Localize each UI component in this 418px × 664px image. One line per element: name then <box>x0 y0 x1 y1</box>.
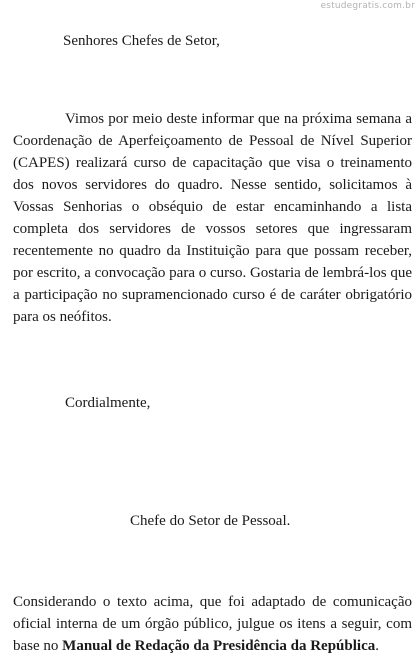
letter-signature: Chefe do Setor de Pessoal. <box>130 513 291 529</box>
watermark: estudegratis.com.br <box>320 1 415 11</box>
question-suffix: . <box>375 638 379 654</box>
question-statement <box>13 591 412 657</box>
letter-body: Vimos por meio deste informar que na próxima semana a Coordenação de Aperfeiçoamento de Pessoal de Nível Superior (CAPES) realizará curso de capacitação que visa o treinamento dos novos servidores do quadro. Nesse sentido, solicitamos à Vossas Senhorias o obséquio de estar encaminhando a lista completa dos servidores de vossos setores que ingressaram recentemente no quadro da Instituição para que possam receber, por escrito, a convocação para o curso. Gostaria de lembrá-los que a participação no supramencionado curso é de caráter obrigatório para os neófitos. <box>13 111 413 325</box>
question-prefix: Considerando o texto acima, que foi adaptado de comunicação oficial interna de um órgão público, julgue os itens a seguir, com base no <box>13 594 412 654</box>
manual-title: Manual de Redação da Presidência da República <box>62 638 376 654</box>
letter-salutation: Senhores Chefes de Setor, <box>63 33 220 49</box>
letter-closing: Cordialmente, <box>65 395 151 411</box>
